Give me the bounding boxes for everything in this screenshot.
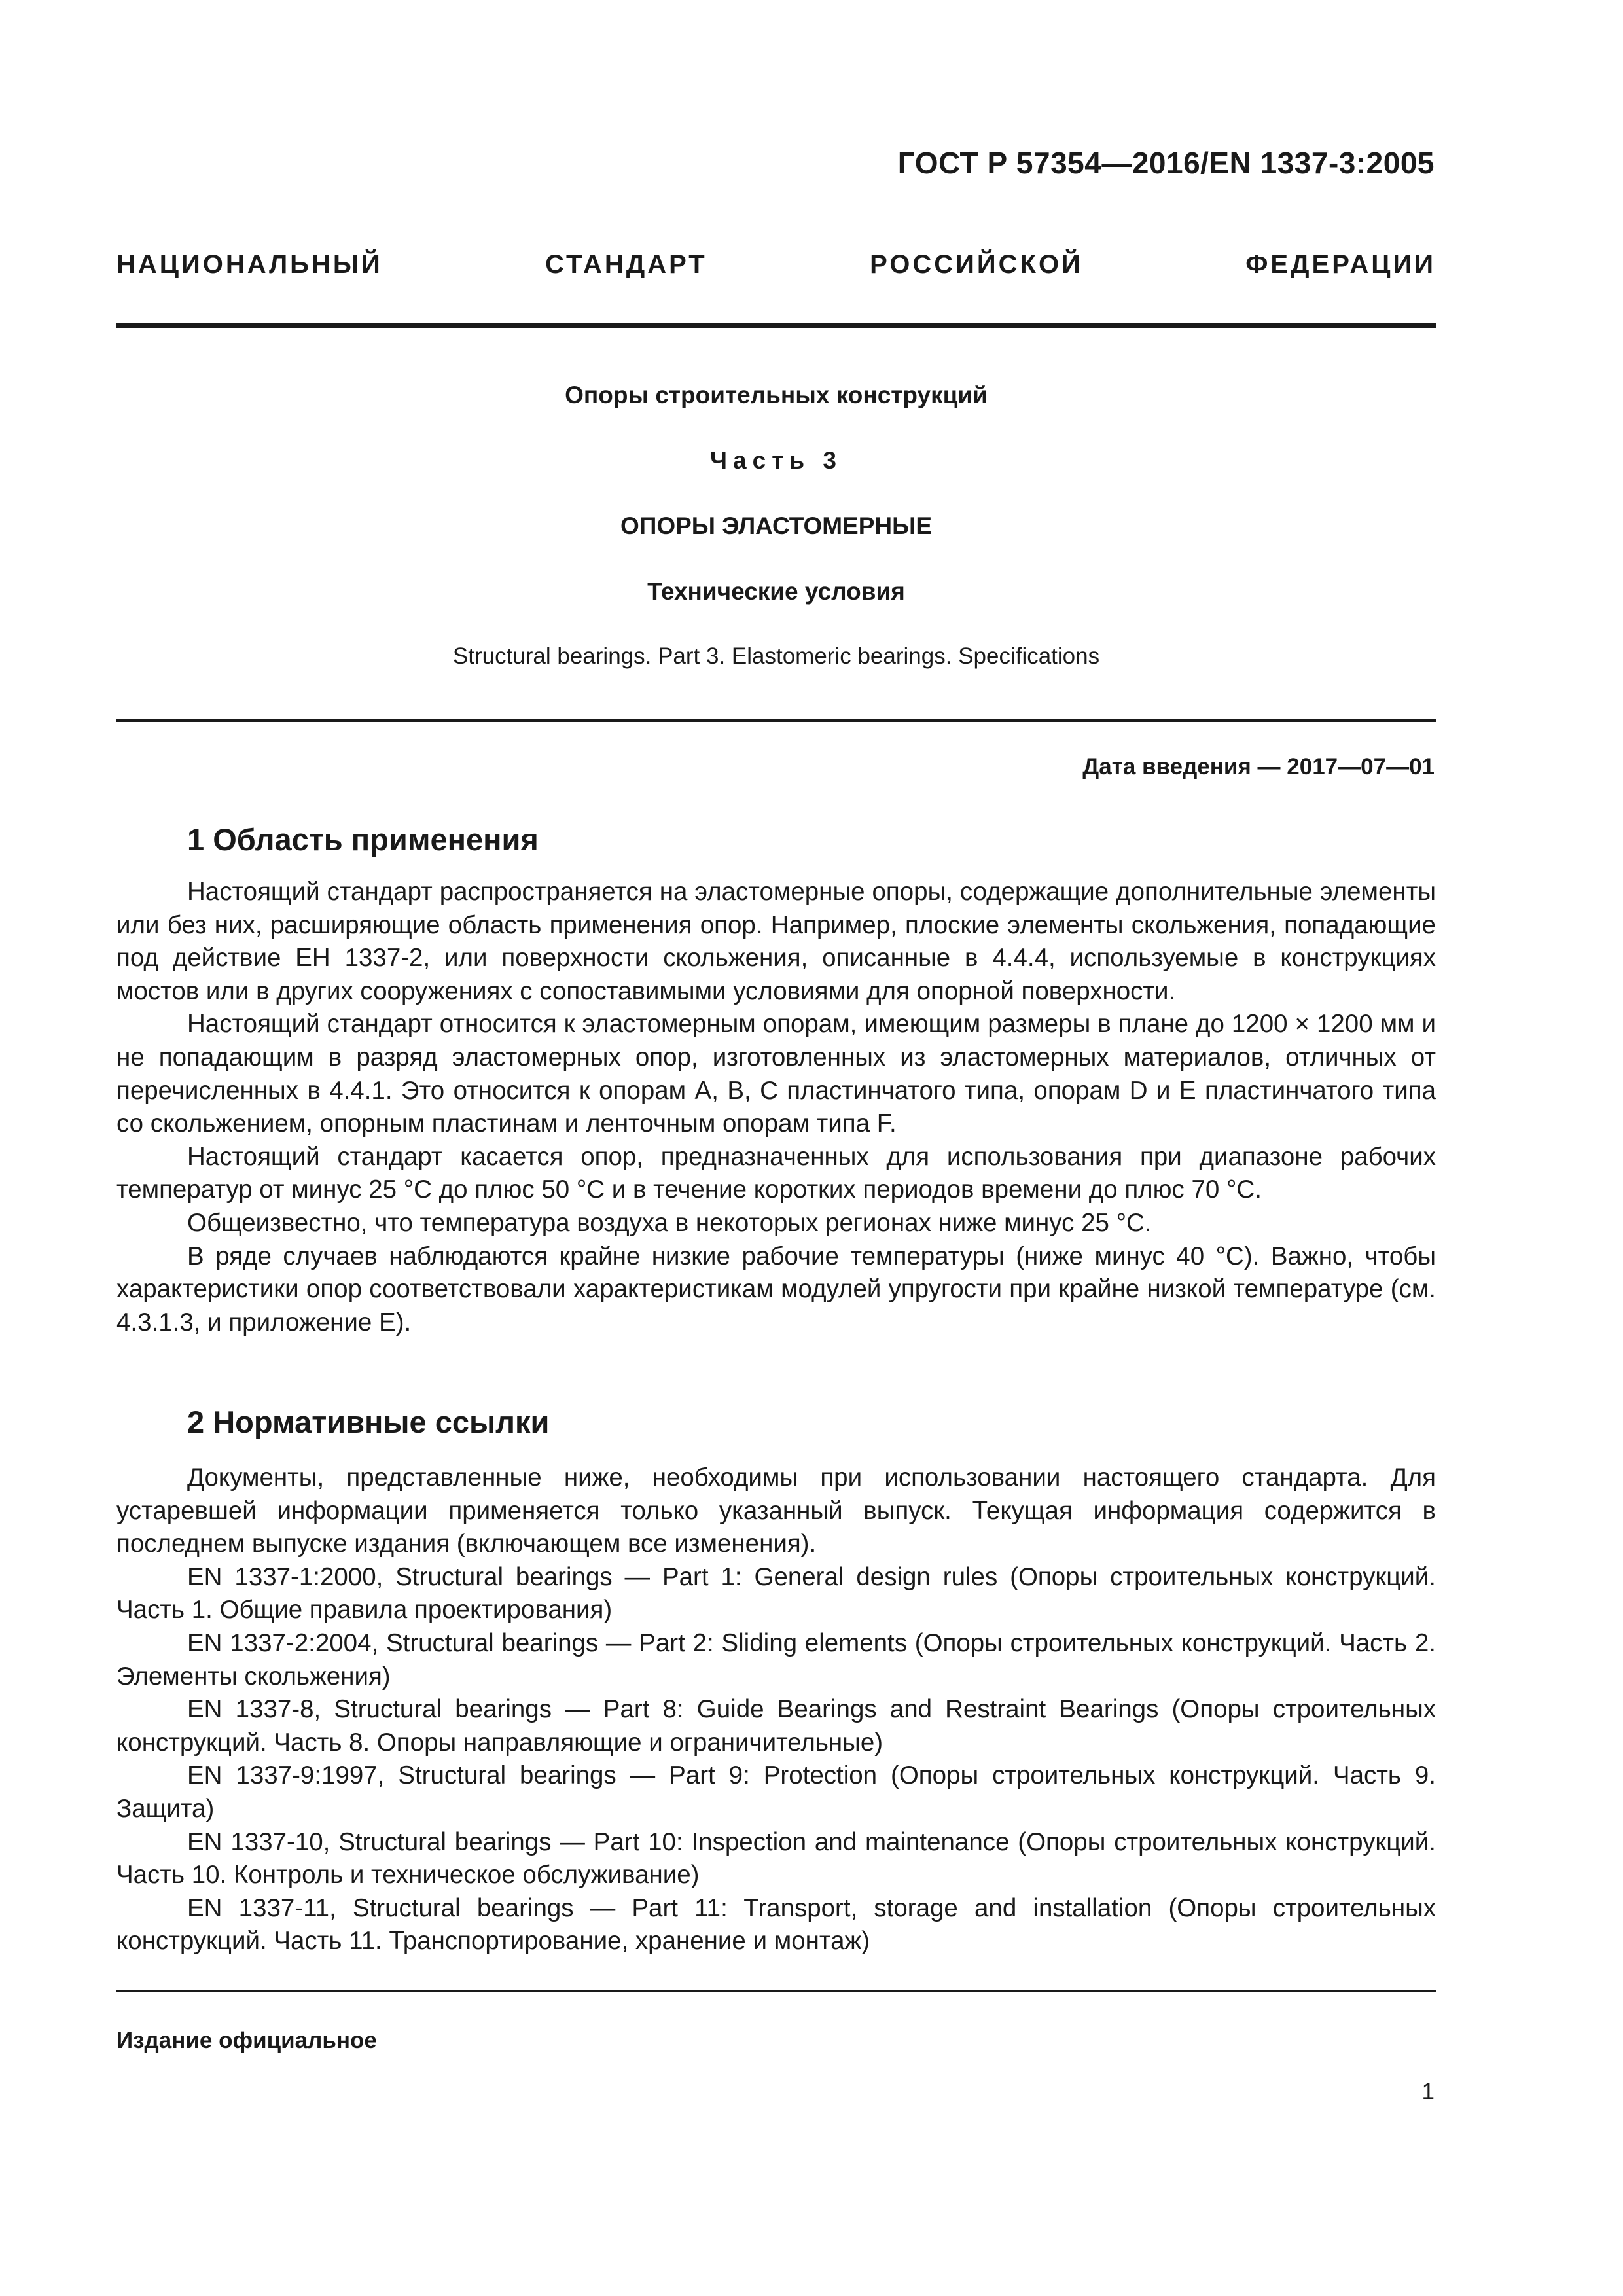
reference-item: EN 1337-1:2000, Structural bearings — Part 1: General design rules (Опоры строительных конструкций. Часть 1. Общие правила проектирования) bbox=[116, 1562, 1436, 1624]
document-subtitle: ОПОРЫ ЭЛАСТОМЕРНЫЕ bbox=[620, 512, 933, 539]
paragraph: Общеизвестно, что температура воздуха в некоторых регионах ниже минус 25 °С. bbox=[187, 1208, 1152, 1237]
paragraph: В ряде случаев наблюдаются крайне низкие рабочие температуры (ниже минус 40 °С). Важно, чтобы характеристики опор соответствовали характеристикам модулей упругости при крайне низкой температуре (см. 4.3.1.3, и приложение Е). bbox=[116, 1242, 1436, 1336]
paragraph: Документы, представленные ниже, необходимы при использовании настоящего стандарта. Для устаревшей информации применяется только указанный выпуск. Текущая информация содержится в последнем выпуске издания (включающем все изменения). bbox=[116, 1463, 1436, 1558]
paragraph: Настоящий стандарт относится к эластомерным опорам, имеющим размеры в плане до 1200 × 1200 мм и не попадающим в разряд эластомерных опор, изготовленных из эластомерных материалов, отличных от перечисленных в 4.4.1. Это относится к опорам А, В, С пластинчатого типа, опорам D и Е пластинчатого типа со скольжением, опорным пластинам и ленточным опорам типа F. bbox=[116, 1010, 1436, 1138]
header-rule bbox=[116, 323, 1436, 328]
section-heading-scope: 1 Область применения bbox=[187, 822, 539, 857]
reference-item: EN 1337-11, Structural bearings — Part 11: Transport, storage and installation (Опоры строительных конструкций. Часть 11. Транспортирование, хранение и монтаж) bbox=[116, 1893, 1436, 1956]
paragraph: Настоящий стандарт касается опор, предназначенных для использования при диапазоне рабочих температур от минус 25 °С до плюс 50 °С и в течение коротких периодов времени до плюс 70 °С. bbox=[116, 1142, 1436, 1204]
edition-label: Издание официальное bbox=[116, 2028, 377, 2053]
section-body-references bbox=[116, 1462, 1436, 1958]
english-title: Structural bearings. Part 3. Elastomeric bearings. Specifications bbox=[452, 643, 1100, 669]
reference-item: EN 1337-10, Structural bearings — Part 10: Inspection and maintenance (Опоры строительных конструкций. Часть 10. Контроль и техническое обслуживание) bbox=[116, 1827, 1436, 1890]
document-part: Часть 3 bbox=[710, 447, 842, 474]
reference-item: EN 1337-8, Structural bearings — Part 8: Guide Bearings and Restraint Bearings (Опоры строительных конструкций. Часть 8. Опоры направляющие и ограничительные) bbox=[116, 1695, 1436, 1757]
footer-rule bbox=[116, 1990, 1436, 1992]
reference-item: EN 1337-2:2004, Structural bearings — Part 2: Sliding elements (Опоры строительных конструкций. Часть 2. Элементы скольжения) bbox=[116, 1628, 1436, 1691]
document-title: Опоры строительных конструкций bbox=[565, 382, 988, 408]
section-body-scope bbox=[116, 876, 1436, 1339]
national-standard-header: НАЦИОНАЛЬНЫЙ СТАНДАРТ РОССИЙСКОЙ ФЕДЕРАЦИИ bbox=[116, 250, 1436, 279]
page-number: 1 bbox=[1421, 2079, 1435, 2104]
title-rule bbox=[116, 719, 1436, 722]
standard-designation: ГОСТ Р 57354—2016/EN 1337-3:2005 bbox=[897, 146, 1435, 180]
reference-item: EN 1337-9:1997, Structural bearings — Part 9: Protection (Опоры строительных конструкций. Часть 9. Защита) bbox=[116, 1761, 1436, 1823]
section-heading-references: 2 Нормативные ссылки bbox=[187, 1405, 550, 1439]
paragraph: Настоящий стандарт распространяется на эластомерные опоры, содержащие дополнительные элементы или без них, расширяющие область применения опор. Например, плоские элементы скольжения, попадающие под действие ЕН 1337-2, или поверхности скольжения, описанные в 4.4.4, используемые в конструкциях мостов или в других сооружениях с сопоставимыми условиями для опорной поверхности. bbox=[116, 878, 1436, 1005]
introduction-date: Дата введения — 2017—07—01 bbox=[1082, 754, 1435, 780]
document-spec-label: Технические условия bbox=[647, 578, 905, 605]
